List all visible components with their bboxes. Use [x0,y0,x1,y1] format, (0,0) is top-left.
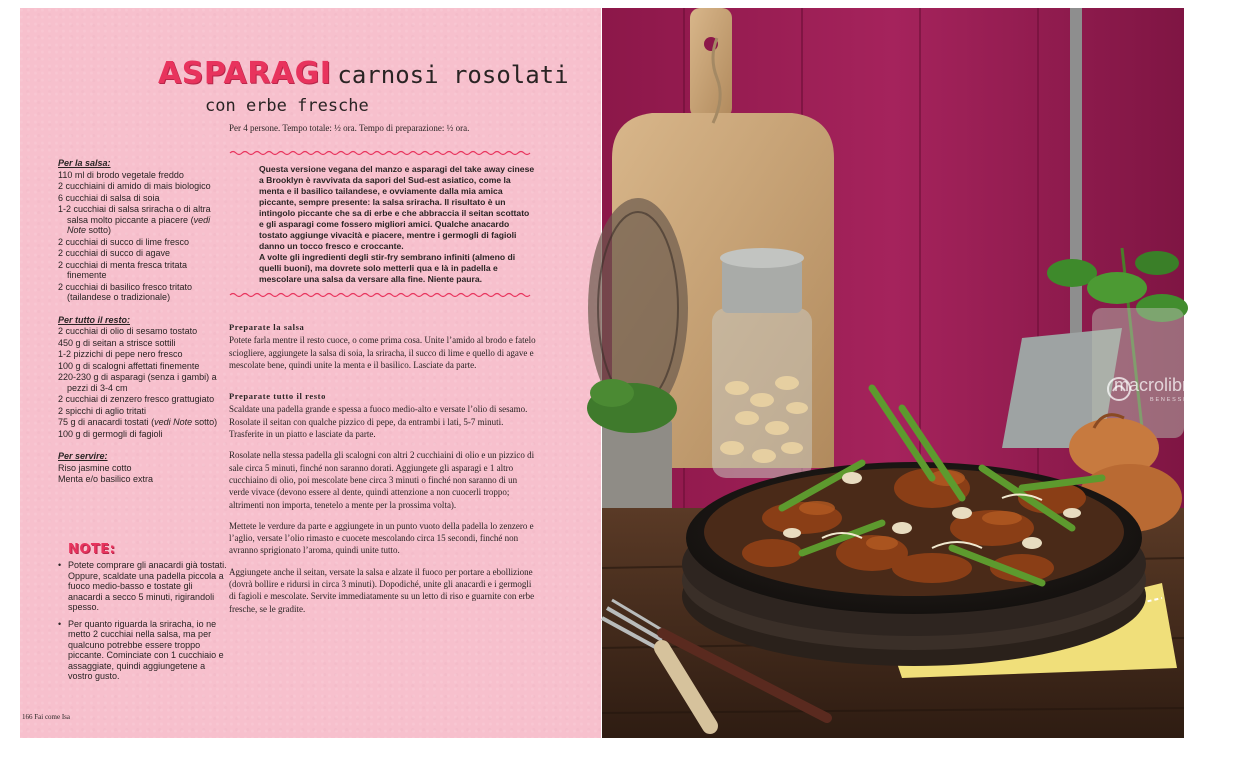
ingredient-item: 6 cucchiai di salsa di soia [58,192,160,203]
ingredient-group-salsa [58,158,228,303]
method-block [229,321,537,624]
ingredient-group-servire [58,451,228,485]
ingredient-text: 1-2 cucchiai di salsa sriracha o di altra salsa molto piccante a piacere [58,204,211,225]
ingredient-item: Riso jasmine cotto [58,462,132,473]
note-ref: vedi Note [67,214,211,235]
note-ref-close: sotto) [86,225,112,235]
method-step: Scaldate una padella grande e spessa a fuoco medio-alto e versate l’olio di sesamo. Rosolate il seitan con qualche pizzico di pepe, da entrambi i lati, 5-7 minuti. Trasferite in un piatto e lasciate da parte. [229,404,528,440]
method-heading-resto: Preparate tutto il resto [229,391,326,402]
note-ref-close: sotto) [192,417,218,427]
note-ref-open: ( [190,214,194,225]
page-footer: 166 Fai come Isa [22,713,71,721]
ingredient-heading: Per la salsa: [58,158,111,168]
intro-paragraph: Questa versione vegana del manzo e asparagi del take away cinese a Brooklyn è ravvivata da sapori del Sud-est asiatico, come la menta e il basilico tailandese, e ovviamente dalla mia amica piccante, sempre presente: la salsa sriracha. Il risultato è un intingolo piccante che sa di erbe e che abbraccia il seitan scottato e gli asparagi come fossero migliori amici. Qualche anacardo tostato aggiunge vivacità e piacere, mentre i germogli di fagioli danno un tocco fresco e croccante. [259,164,535,251]
wavy-divider-top [230,150,530,156]
ingredient-item: 100 g di scalogni affettati finemente [58,360,200,371]
intro-paragraph-2: A volte gli ingredienti degli stir-fry sembrano infiniti (almeno di quelli buoni), ma dovrete solo metterli qua e là in padella e mescolare una salsa da versare alla fine. Niente paura. [259,252,516,284]
servings-info: Per 4 persone. Tempo totale: ½ ora. Tempo di preparazione: ½ ora. [229,123,470,133]
notes-list [58,560,228,688]
cashew-jar [712,248,812,478]
title-rest: carnosi rosolati [337,61,569,89]
ingredient-item: 2 cucchiaini di amido di mais biologico [58,181,211,191]
ingredient-item: 2 cucchiai di basilico fresco tritato (tailandese o tradizionale) [58,281,193,302]
note-ref: vedi Note [154,417,193,427]
ingredient-item [58,204,228,236]
ingredient-item: 2 cucchiai di olio di sesamo tostato [58,326,198,336]
recipe-title [158,56,569,91]
title-main-word: ASPARAGI [158,56,332,91]
ingredient-item: 2 cucchiai di succo di lime fresco [58,236,190,247]
ingredient-item: 450 g di seitan a strisce sottili [58,337,176,348]
ingredients-column [58,158,228,497]
ingredient-item [58,417,228,428]
method-heading-salsa: Preparate la salsa [229,322,305,332]
notes-heading: NOTE: [68,542,116,557]
method-step: Aggiungete anche il seitan, versate la salsa e alzate il fuoco per portare a ebollizione (dovrà bollire e ridursi in circa 3 minuti). Dopodiché, unite gli anacardi e i germogli di fagioli e mescolate. Servite immediatamente su un letto di riso e guarnite con erbe fresche, se le gradite. [229,566,535,614]
ingredient-group-resto [58,315,228,440]
note-ref-open: ( [151,417,155,427]
method-paragraph: Potete farla mentre il resto cuoce, o come prima cosa. Unite l’amido al brodo e fatelo sciogliere, aggiungete la salsa di soia, la sriracha, il succo di lime e quello di agave e mescolate bene, quindi unite la menta e il basilico. Lasciate da parte. [229,335,536,370]
method-step: Rosolate nella stessa padella gli scalogni con altri 2 cucchiaini di olio e un pizzico di sale circa 5 minuti, finché non saranno dorati. Aggiungete gli asparagi e 1 altro cucchiaino di olio, poi mescolate bene circa 3 minuti o finché non saranno di un verde vivace (devono essere al dente, quindi attenzione a non cuocerli troppo; altrimenti non importa, tenetelo a mente per la prossima volta). [229,450,535,510]
note-item: • Potete comprare gli anacardi già tostati. Oppure, scaldate una padella piccola a fuoco medio-basso e tostate gli anacardi a secco 5 minuti, rigirandoli spesso. [58,560,228,613]
recipe-page [20,8,601,738]
watermark-brand: macrolibrarsi [1114,375,1218,395]
watermark-tagline: BENESSERE NATURALE [1150,397,1246,403]
dish-photo [602,8,1246,738]
ingredient-item: 110 ml di brodo vegetale freddo [58,169,184,180]
ingredient-item: 220-230 g di asparagi (senza i gambi) a pezzi di 3-4 cm [58,372,217,393]
method-step: Mettete le verdure da parte e aggiungete in un punto vuoto della padella lo zenzero e l’aglio, versate l’olio rimasto e cuocete mescolando circa 15 secondi, finché non avranno sprigionato l’aroma, quindi unite tutto. [229,520,534,556]
ingredient-item: 2 cucchiai di succo di agave [58,248,171,258]
recipe-subtitle: con erbe fresche [205,96,369,116]
ingredient-text: 75 g di anacardi tostati [58,417,149,427]
ingredient-item: 2 cucchiai di menta fresca tritata finemente [58,259,188,280]
ingredient-heading: Per tutto il resto: [58,314,131,325]
dish-photo-illustration [602,8,1184,738]
ingredient-item: 1-2 pizzichi di pepe nero fresco [58,349,183,359]
ingredient-item: 2 spicchi di aglio tritati [58,405,147,416]
ingredient-item: 2 cucchiai di zenzero fresco grattugiato [58,394,215,404]
ingredient-item: 100 g di germogli di fagioli [58,428,163,439]
note-item: • Per quanto riguarda la sriracha, io ne metto 2 cucchiai nella salsa, ma per qualcuno potrebbe essere troppo piccante. Cominciate con 1 cucchiaio e assaggiate, quindi aggiungetene a vostro gusto. [58,619,228,682]
ingredient-item: Menta e/o basilico extra [58,474,154,484]
intro-block [259,164,535,285]
wavy-divider-bottom [230,292,530,298]
ingredient-heading: Per servire: [58,451,108,461]
